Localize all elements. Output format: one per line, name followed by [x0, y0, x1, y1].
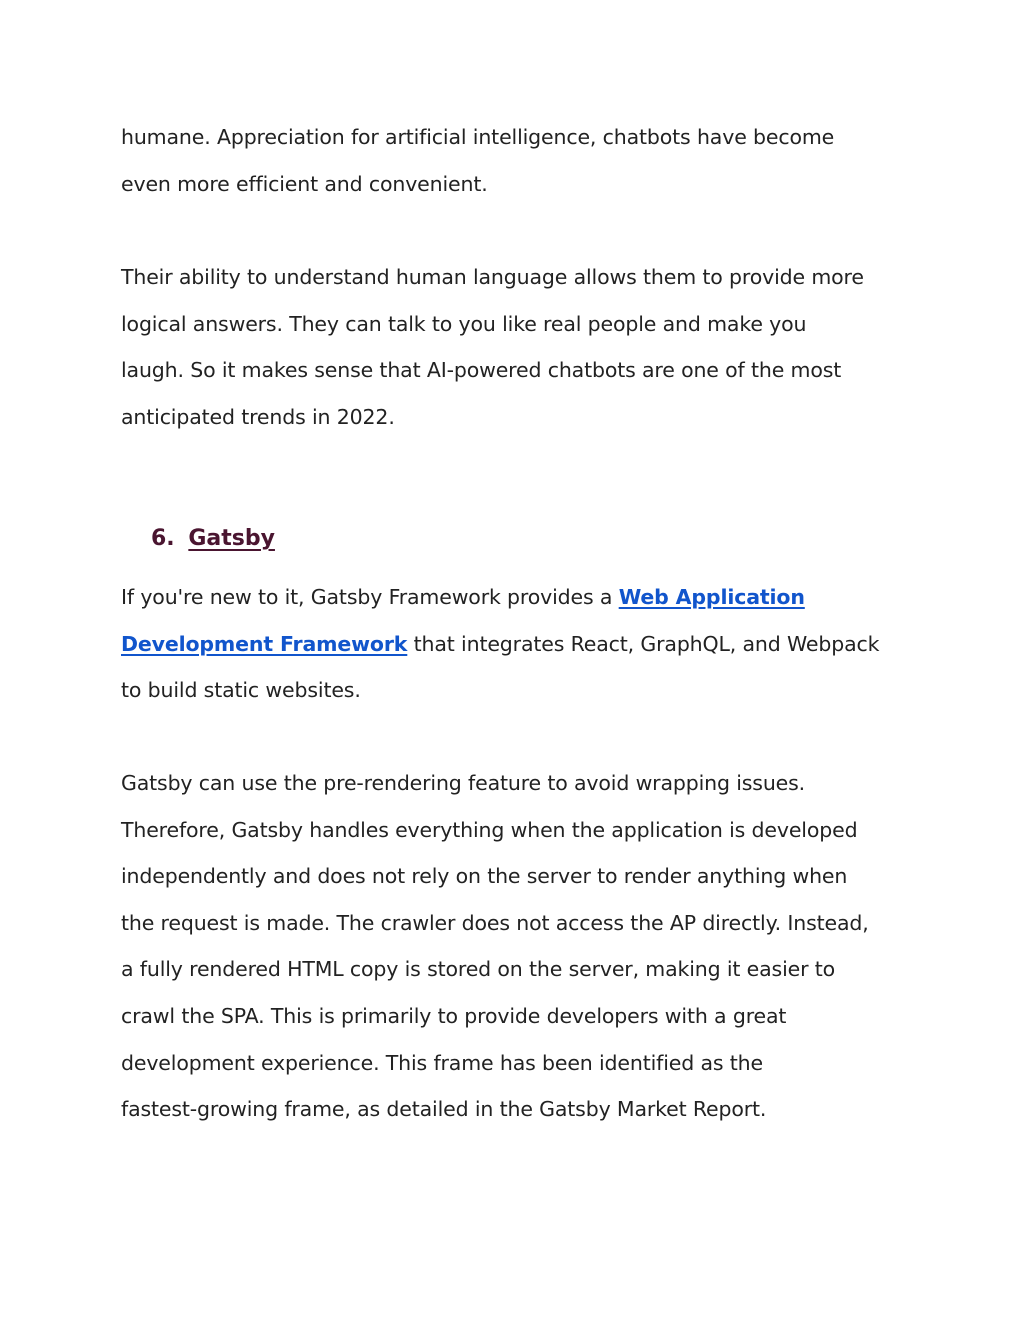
- paragraph-4-line-2: Therefore, Gatsby handles everything when the application is developed: [121, 818, 858, 842]
- paragraph-4-line-5: a fully rendered HTML copy is stored on the server, making it easier to: [121, 957, 836, 981]
- web-application-link-part-1[interactable]: Web Application: [618, 585, 805, 609]
- paragraph-2-line-4: anticipated trends in 2022.: [121, 405, 395, 429]
- paragraph-4-line-3: independently and does not rely on the server to render anything when: [121, 864, 848, 888]
- paragraph-4-line-8: fastest-growing frame, as detailed in the Gatsby Market Report.: [121, 1097, 767, 1121]
- paragraph-3-line-3: to build static websites.: [121, 678, 361, 702]
- paragraph-3-line-1-text: If you're new to it, Gatsby Framework provides a: [121, 585, 619, 609]
- paragraph-3-line-1: [121, 583, 805, 611]
- gatsby-heading-link[interactable]: Gatsby: [188, 526, 275, 551]
- paragraph-4-line-6: crawl the SPA. This is primarily to provide developers with a great: [121, 1004, 787, 1028]
- web-application-link-part-2[interactable]: Development Framework: [121, 632, 408, 656]
- paragraph-4-line-4: the request is made. The crawler does not access the AP directly. Instead,: [121, 911, 869, 935]
- section-heading: [151, 522, 275, 556]
- paragraph-2-line-3: laugh. So it makes sense that AI-powered chatbots are one of the most: [121, 358, 842, 382]
- paragraph-2-line-1: Their ability to understand human language allows them to provide more: [121, 265, 864, 289]
- paragraph-1-line-2: even more efficient and convenient.: [121, 172, 488, 196]
- paragraph-4-line-7: development experience. This frame has been identified as the: [121, 1051, 763, 1075]
- paragraph-4-line-1: Gatsby can use the pre-rendering feature to avoid wrapping issues.: [121, 771, 806, 795]
- section-number: 6.: [151, 526, 175, 551]
- paragraph-3-line-2: [121, 630, 879, 658]
- paragraph-1-line-1: humane. Appreciation for artificial intelligence, chatbots have become: [121, 125, 835, 149]
- paragraph-2-line-2: logical answers. They can talk to you like real people and make you: [121, 312, 807, 336]
- paragraph-3-line-2-text: that integrates React, GraphQL, and Webpack: [407, 632, 880, 656]
